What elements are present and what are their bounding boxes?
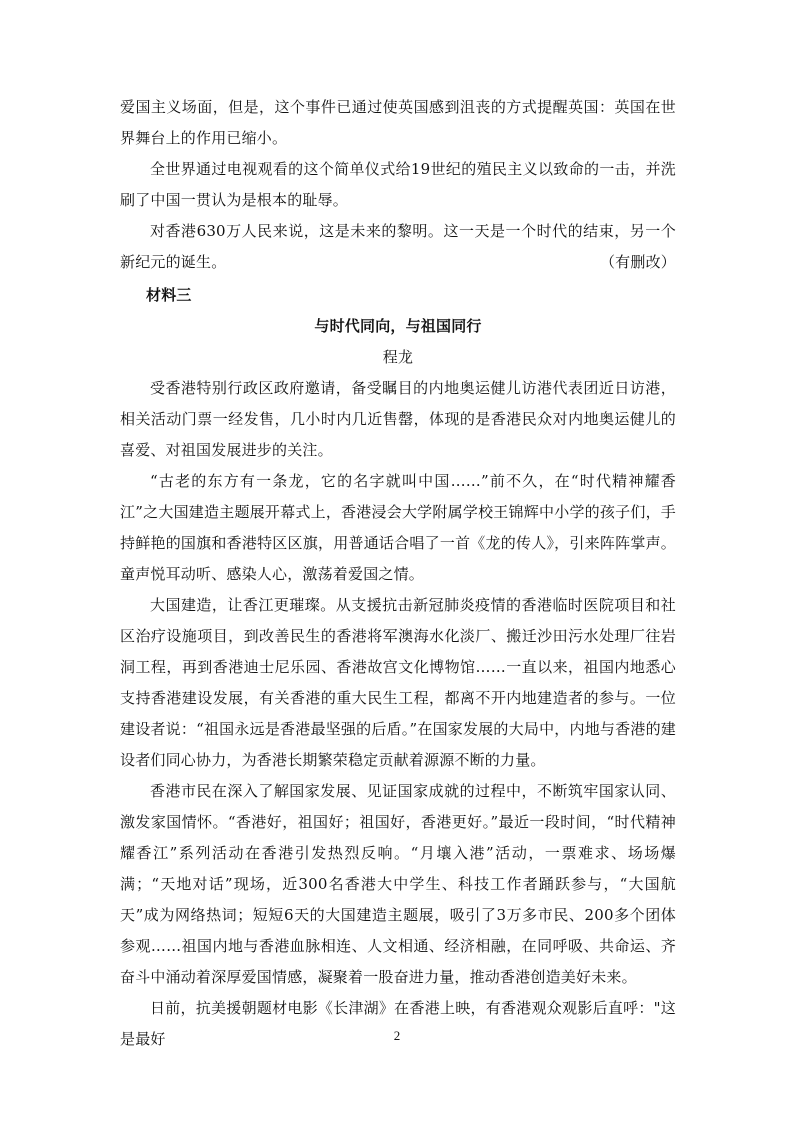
section-label: 材料三	[146, 286, 192, 304]
article-paragraph-dragon-song: “古老的东方有一条龙，它的名字就叫中国……”前不久，在“时代精神耀香江”之大国建造主题展开幕式上，香港浸会大学附属学校王锦辉中小学的孩子们，手持鲜艳的国旗和香港特区区旗，用普通话合唱了一首《龙的传人》，引来阵阵掌声。童声悦耳动听、感染人心，激荡着爱国之情。	[120, 472, 676, 583]
paragraph-new-era: 对香港630万人民来说，这是未来的黎明。这一天是一个时代的结束，另一个新纪元的诞生。	[120, 222, 676, 271]
article-title: 与时代同向，与祖国同行	[314, 317, 482, 335]
article-paragraph-olympians: 受香港特别行政区政府邀请，备受瞩目的内地奥运健儿访港代表团近日访港，相关活动门票一经发售，几小时内几近售罄，体现的是香港民众对内地奥运健儿的喜爱、对祖国发展进步的关注。	[120, 379, 676, 459]
paragraph-colonialism: 全世界通过电视观看的这个简单仪式给19世纪的殖民主义以致命的一击，并洗刷了中国一贯认为是根本的耻辱。	[120, 160, 676, 209]
article-author: 程龙	[382, 348, 414, 366]
paragraph-new-era-block	[120, 216, 676, 278]
article-paragraph-film: 日前，抗美援朝题材电影《长津湖》在香港上映，有香港观众观影后直呼："这是最好	[120, 999, 676, 1048]
page-content	[120, 92, 676, 1055]
paragraph-patriotism-scene: 爱国主义场面，但是，这个事件已通过使英国感到沮丧的方式提醒英国：英国在世界舞台上的作用已缩小。	[120, 98, 676, 147]
page-number: 2	[393, 1028, 401, 1043]
source-note: （有删改）	[599, 253, 676, 271]
article-paragraph-national-identity: 香港市民在深入了解国家发展、见证国家成就的过程中，不断筑牢国家认同、激发家国情怀。“香港好，祖国好；祖国好，香港更好。”最近一段时间，“时代精神耀香江”系列活动在香港引发热烈反响。“月壤入港”活动，一票难求、场场爆满；“天地对话”现场，近300名香港大中学生、科技工作者踊跃参与，“大国航天”成为网络热词；短短6天的大国建造主题展，吸引了3万多市民、200多个团体参观……祖国内地与香港血脉相连、人文相通、经济相融，在同呼吸、共命运、齐奋斗中涌动着深厚爱国情感，凝聚着一股奋进力量，推动香港创造美好未来。	[120, 782, 676, 986]
article-paragraph-construction: 大国建造，让香江更璀璨。从支援抗击新冠肺炎疫情的香港临时医院项目和社区治疗设施项目，到改善民生的香港将军澳海水化淡厂、搬迁沙田污水处理厂往岩洞工程，再到香港迪士尼乐园、香港故宫文化博物馆……一直以来，祖国内地悉心支持香港建设发展，有关香港的重大民生工程，都离不开内地建造者的参与。一位建设者说：“祖国永远是香港最坚强的后盾。”在国家发展的大局中，内地与香港的建设者们同心协力，为香港长期繁荣稳定贡献着源源不断的力量。	[120, 596, 676, 769]
